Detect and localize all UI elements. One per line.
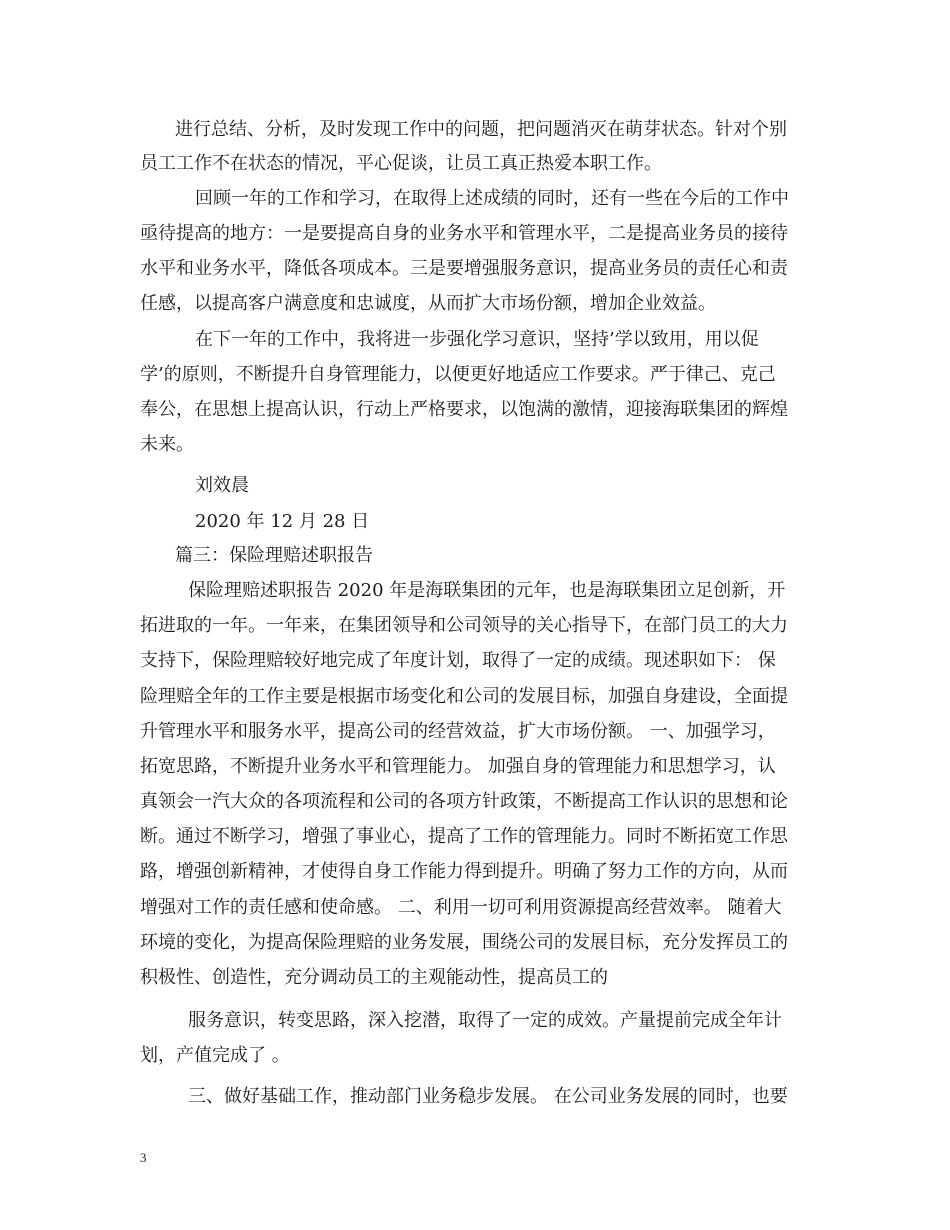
text-line: 保险理赔述职报告 2020 年是海联集团的元年，也是海联集团立足创新，开 [188, 580, 786, 601]
text-line: 环境的变化，为提高保险理赔的业务发展，围绕公司的发展目标，充分发挥员工的 [140, 932, 788, 953]
text-line: 员工工作不在状态的情况，平心促谈，让员工真正热爱本职工作。 [140, 153, 662, 174]
text-line: 奉公，在思想上提高认识，行动上严格要求，以饱满的激情，迎接海联集团的辉煌 [140, 399, 788, 420]
page-number: 3 [140, 1150, 147, 1165]
text-line: 升管理水平和服务水平，提高公司的经营效益，扩大市场份额。 一、加强学习， [140, 721, 776, 742]
text-line: 三、做好基础工作，推动部门业务稳步发展。 在公司业务发展的同时，也要 [188, 1086, 788, 1107]
signature-name: 刘效晨 [195, 475, 249, 496]
text-line: 路，增强创新精神，才使得自身工作能力得到提升。明确了努力工作的方向，从而 [140, 861, 788, 882]
text-line: 拓宽思路，不断提升业务水平和管理能力。 加强自身的管理能力和思想学习，认 [140, 756, 776, 777]
text-line: 服务意识，转变思路，深入挖潜，取得了一定的成效。产量提前完成全年计 [188, 1010, 782, 1031]
text-line: 增强对工作的责任感和使命感。 二、利用一切可利用资源提高经营效率。 随着大 [140, 897, 782, 918]
text-line: 未来。 [140, 434, 194, 455]
text-line: 险理赔全年的工作主要是根据市场变化和公司的发展目标，加强自身建设，全面提 [140, 686, 788, 707]
section-heading: 篇三：保险理赔述职报告 [175, 545, 373, 566]
text-line: 亟待提高的地方：一是要提高自身的业务水平和管理水平，二是提高业务员的接待 [140, 223, 788, 244]
text-line: 支持下，保险理赔较好地完成了年度计划，取得了一定的成绩。现述职如下： 保 [140, 650, 776, 671]
text-line: 断。通过不断学习，增强了事业心，提高了工作的管理能力。同时不断拓宽工作思 [140, 826, 788, 847]
text-line: 划，产值完成了 。 [140, 1045, 290, 1066]
text-line: 进行总结、分析，及时发现工作中的问题，把问题消灭在萌芽状态。针对个别 [175, 119, 787, 140]
text-line: 真领会一汽大众的各项流程和公司的各项方针政策，不断提高工作认识的思想和论 [140, 791, 788, 812]
text-line: 回顾一年的工作和学习，在取得上述成绩的同时，还有一些在今后的工作中 [195, 188, 789, 209]
text-line: 在下一年的工作中，我将进一步强化学习意识，坚持’学以致用，用以促 [195, 329, 759, 350]
text-line: 积极性、创造性，充分调动员工的主观能动性，提高员工的 [140, 967, 608, 988]
text-line: 拓进取的一年。一年来，在集团领导和公司领导的关心指导下，在部门员工的大力 [140, 615, 788, 636]
text-line: 学’的原则，不断提升自身管理能力，以便更好地适应工作要求。严于律己、克己 [140, 364, 776, 385]
signature-date: 2020 年 12 月 28 日 [195, 511, 370, 532]
text-line: 任感，以提高客户满意度和忠诚度，从而扩大市场份额，增加企业效益。 [140, 293, 716, 314]
text-line: 水平和业务水平，降低各项成本。三是要增强服务意识，提高业务员的责任心和责 [140, 258, 788, 279]
